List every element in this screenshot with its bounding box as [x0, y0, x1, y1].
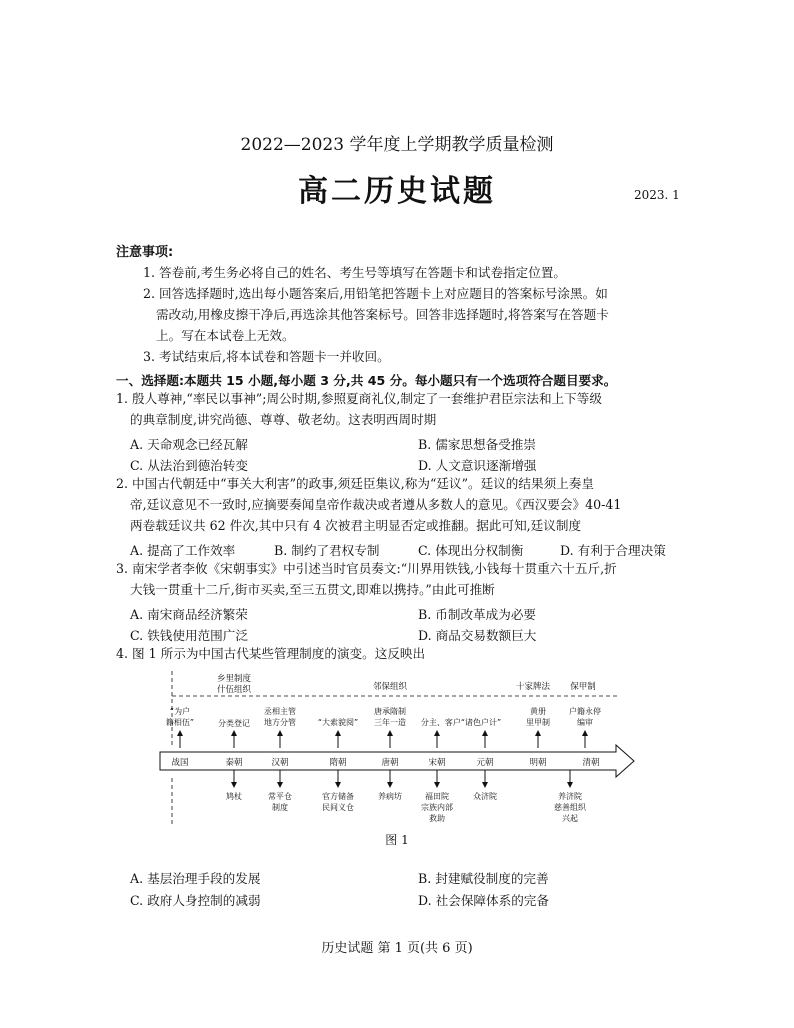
question-1-stem: 1. 殷人尊神,“率民以事神”;周公时期,参照夏商礼仪,制定了一套维护君臣宗法和上下等级	[116, 391, 602, 406]
question-3-stem: 3. 南宋学者李攸《宋朝事实》中引述当时官员奏文:“川界用铁钱,小钱每十贯重六十五斤,折	[116, 561, 617, 576]
label-lower: 养济院	[558, 792, 582, 801]
question-2-stem: 帝,廷议意见不一致时,应摘要奏闻皇帝作裁决或者遵从多数人的意见。《西汉要会》40-41	[130, 497, 622, 512]
exam-subtitle: 2022—2023 学年度上学期教学质量检测	[240, 135, 554, 155]
question-2-option-a[interactable]: A. 提高了工作效率	[130, 543, 236, 558]
label-lower: 民间义仓	[322, 803, 354, 812]
question-3-option-a[interactable]: A. 南宋商品经济繁荣	[130, 607, 248, 622]
era-label: 唐朝	[381, 758, 399, 768]
label-lower: 宗族内部	[421, 803, 453, 812]
era-label: 秦朝	[225, 758, 243, 768]
label-upper: 三年一造	[374, 718, 406, 727]
label-lower: 福田院	[425, 792, 449, 801]
question-2-option-b[interactable]: B. 制约了君权专制	[274, 543, 380, 558]
question-3-option-b[interactable]: B. 币制改革成为必要	[418, 607, 537, 622]
notice-line: 1. 答卷前,考生务必将自己的姓名、考生号等填写在答题卡和试卷指定位置。	[143, 265, 567, 280]
label-upper: 唐承隋制	[374, 707, 406, 716]
label-upper: 地方分管	[264, 718, 296, 727]
question-3-option-d[interactable]: D. 商品交易数额巨大	[418, 628, 537, 643]
label-lower: 养病坊	[378, 792, 402, 801]
figure-caption: 图 1	[385, 833, 409, 847]
label-upper: 编审	[577, 718, 593, 727]
question-4-option-a[interactable]: A. 基层治理手段的发展	[130, 871, 261, 886]
era-label: 清朝	[582, 758, 600, 768]
question-4-option-d[interactable]: D. 社会保障体系的完备	[418, 893, 549, 908]
label-upper: “为户	[169, 707, 191, 716]
era-label: 宋朝	[428, 758, 446, 768]
figure-1-timeline	[150, 665, 640, 830]
question-1-option-a[interactable]: A. 天命观念已经瓦解	[130, 437, 248, 452]
label-lower: 救助	[429, 814, 445, 823]
label-upper: 分类登记	[218, 719, 250, 728]
label-baojia: 邻保组织	[372, 682, 408, 692]
page-footer: 历史试题 第 1 页(共 6 页)	[321, 941, 473, 956]
label-lower: 众济院	[473, 792, 497, 801]
notice-heading: 注意事项:	[116, 245, 174, 260]
era-label: 汉朝	[271, 758, 289, 768]
label-upper: 分主、客户“诸色户计”	[420, 718, 502, 727]
label-lower: 慈善组织	[554, 803, 586, 812]
question-2-option-c[interactable]: C. 体现出分权制衡	[418, 543, 524, 558]
label-upper: 黄册	[530, 707, 546, 716]
question-1-option-c[interactable]: C. 从法治到德治转变	[130, 458, 248, 473]
label-lower: 兴起	[562, 814, 578, 823]
era-label: 战国	[171, 758, 189, 768]
notice-line: 需改动,用橡皮擦干净后,再选涂其他答案标号。回答非选择题时,将答案写在答题卡	[156, 307, 609, 322]
label-upper: 丞相主管	[264, 707, 296, 716]
label-lower: 制度	[272, 803, 288, 812]
notice-line: 3. 考试结束后,将本试卷和答题卡一并收回。	[143, 349, 390, 364]
question-4-stem: 4. 图 1 所示为中国古代某些管理制度的演变。这反映出	[116, 646, 426, 661]
question-1-stem: 的典章制度,讲究尚德、尊尊、敬老幼。这表明西周时期	[130, 412, 437, 427]
question-3-option-c[interactable]: C. 铁钱使用范围广泛	[130, 628, 248, 643]
notice-line: 上。写在本试卷上无效。	[156, 328, 295, 343]
label-xiangli: 乡里制度	[216, 674, 252, 684]
label-shijia: 十家牌法	[515, 682, 551, 692]
question-1-option-b[interactable]: B. 儒家思想备受推崇	[418, 437, 537, 452]
question-2-option-d[interactable]: D. 有利于合理决策	[560, 543, 666, 558]
label-upper: “大索貌阅”	[317, 718, 359, 727]
notice-line: 2. 回答选择题时,选出每小题答案后,用铅笔把答题卡上对应题目的答案标号涂黑。如	[143, 286, 608, 301]
era-label: 明朝	[529, 758, 547, 768]
label-lower: 常平仓	[268, 792, 292, 801]
question-2-stem: 两卷载廷议共 62 件次,其中只有 4 次被君主明显否定或推翻。据此可知,廷议制度	[130, 518, 582, 533]
label-xiangli: 什伍组织	[216, 685, 252, 695]
question-4-option-c[interactable]: C. 政府人身控制的减弱	[130, 893, 261, 908]
exam-date: 2023. 1	[634, 188, 680, 202]
label-upper: 里甲制	[526, 718, 550, 727]
question-3-stem: 大钱一贯重十二斤,街市买卖,至三五贯文,即难以携持。”由此可推断	[130, 582, 495, 597]
section-heading: 一、选择题:本题共 15 小题,每小题 3 分,共 45 分。每小题只有一个选项符合题目要求。	[116, 373, 617, 388]
label-baojia-qing: 保甲制	[570, 682, 596, 692]
era-label: 元朝	[476, 758, 494, 768]
label-upper: 籍相伍”	[165, 718, 195, 727]
era-label: 隋朝	[329, 758, 347, 768]
label-lower: 鸠杖	[226, 792, 242, 801]
question-4-option-b[interactable]: B. 封建赋役制度的完善	[418, 871, 549, 886]
page-title: 高二历史试题	[298, 174, 496, 209]
label-upper: 户籍永停	[569, 707, 601, 716]
question-1-option-d[interactable]: D. 人文意识逐渐增强	[418, 458, 537, 473]
label-lower: 官方储备	[322, 792, 354, 801]
question-2-stem: 2. 中国古代朝廷中“事关大利害”的政事,须廷臣集议,称为“廷议”。廷议的结果须上奏皇	[116, 476, 594, 491]
